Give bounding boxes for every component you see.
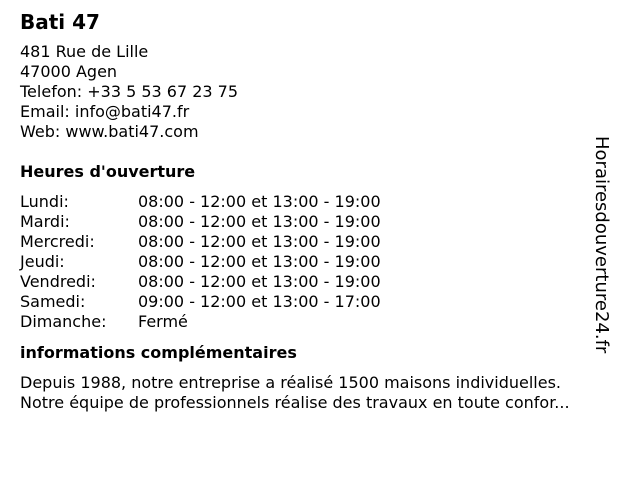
hours-row-mardi — [20, 212, 620, 232]
info-line: Notre équipe de professionnels réalise des travaux en toute confor... — [20, 393, 570, 412]
hours-time: 08:00 - 12:00 et 13:00 - 19:00 — [138, 232, 381, 251]
hours-time: Fermé — [138, 312, 188, 331]
hours-day: Vendredi: — [20, 272, 96, 291]
hours-time: 08:00 - 12:00 et 13:00 - 19:00 — [138, 252, 381, 271]
email-line: Email: info@bati47.fr — [20, 102, 190, 121]
hours-day: Dimanche: — [20, 312, 107, 331]
hours-day: Mardi: — [20, 212, 70, 231]
phone-line: Telefon: +33 5 53 67 23 75 — [20, 82, 239, 101]
web-line: Web: www.bati47.com — [20, 122, 199, 141]
address-block — [20, 42, 620, 142]
hours-row-vendredi — [20, 272, 620, 292]
watermark — [591, 136, 636, 354]
hours-day: Mercredi: — [20, 232, 95, 251]
hours-day: Jeudi: — [20, 252, 65, 271]
postal-city: 47000 Agen — [20, 62, 118, 81]
hours-row-samedi — [20, 292, 620, 312]
hours-row-mercredi — [20, 232, 620, 252]
business-name: Bati 47 — [20, 10, 100, 34]
watermark-text: Horairesdouverture24.fr — [591, 136, 612, 354]
hours-row-jeudi — [20, 252, 620, 272]
hours-row-dimanche — [20, 312, 620, 332]
hours-time: 09:00 - 12:00 et 13:00 - 17:00 — [138, 292, 381, 311]
street-address: 481 Rue de Lille — [20, 42, 149, 61]
hours-time: 08:00 - 12:00 et 13:00 - 19:00 — [138, 192, 381, 211]
hours-row-lundi — [20, 192, 620, 212]
hours-time: 08:00 - 12:00 et 13:00 - 19:00 — [138, 212, 381, 231]
info-line: Depuis 1988, notre entreprise a réalisé 1500 maisons individuelles. — [20, 373, 561, 392]
info-text — [20, 373, 620, 413]
hours-time: 08:00 - 12:00 et 13:00 - 19:00 — [138, 272, 381, 291]
hours-heading: Heures d'ouverture — [20, 162, 196, 181]
business-card — [20, 8, 620, 413]
hours-day: Lundi: — [20, 192, 69, 211]
info-heading: informations complémentaires — [20, 343, 297, 362]
hours-day: Samedi: — [20, 292, 86, 311]
hours-table — [20, 192, 620, 332]
